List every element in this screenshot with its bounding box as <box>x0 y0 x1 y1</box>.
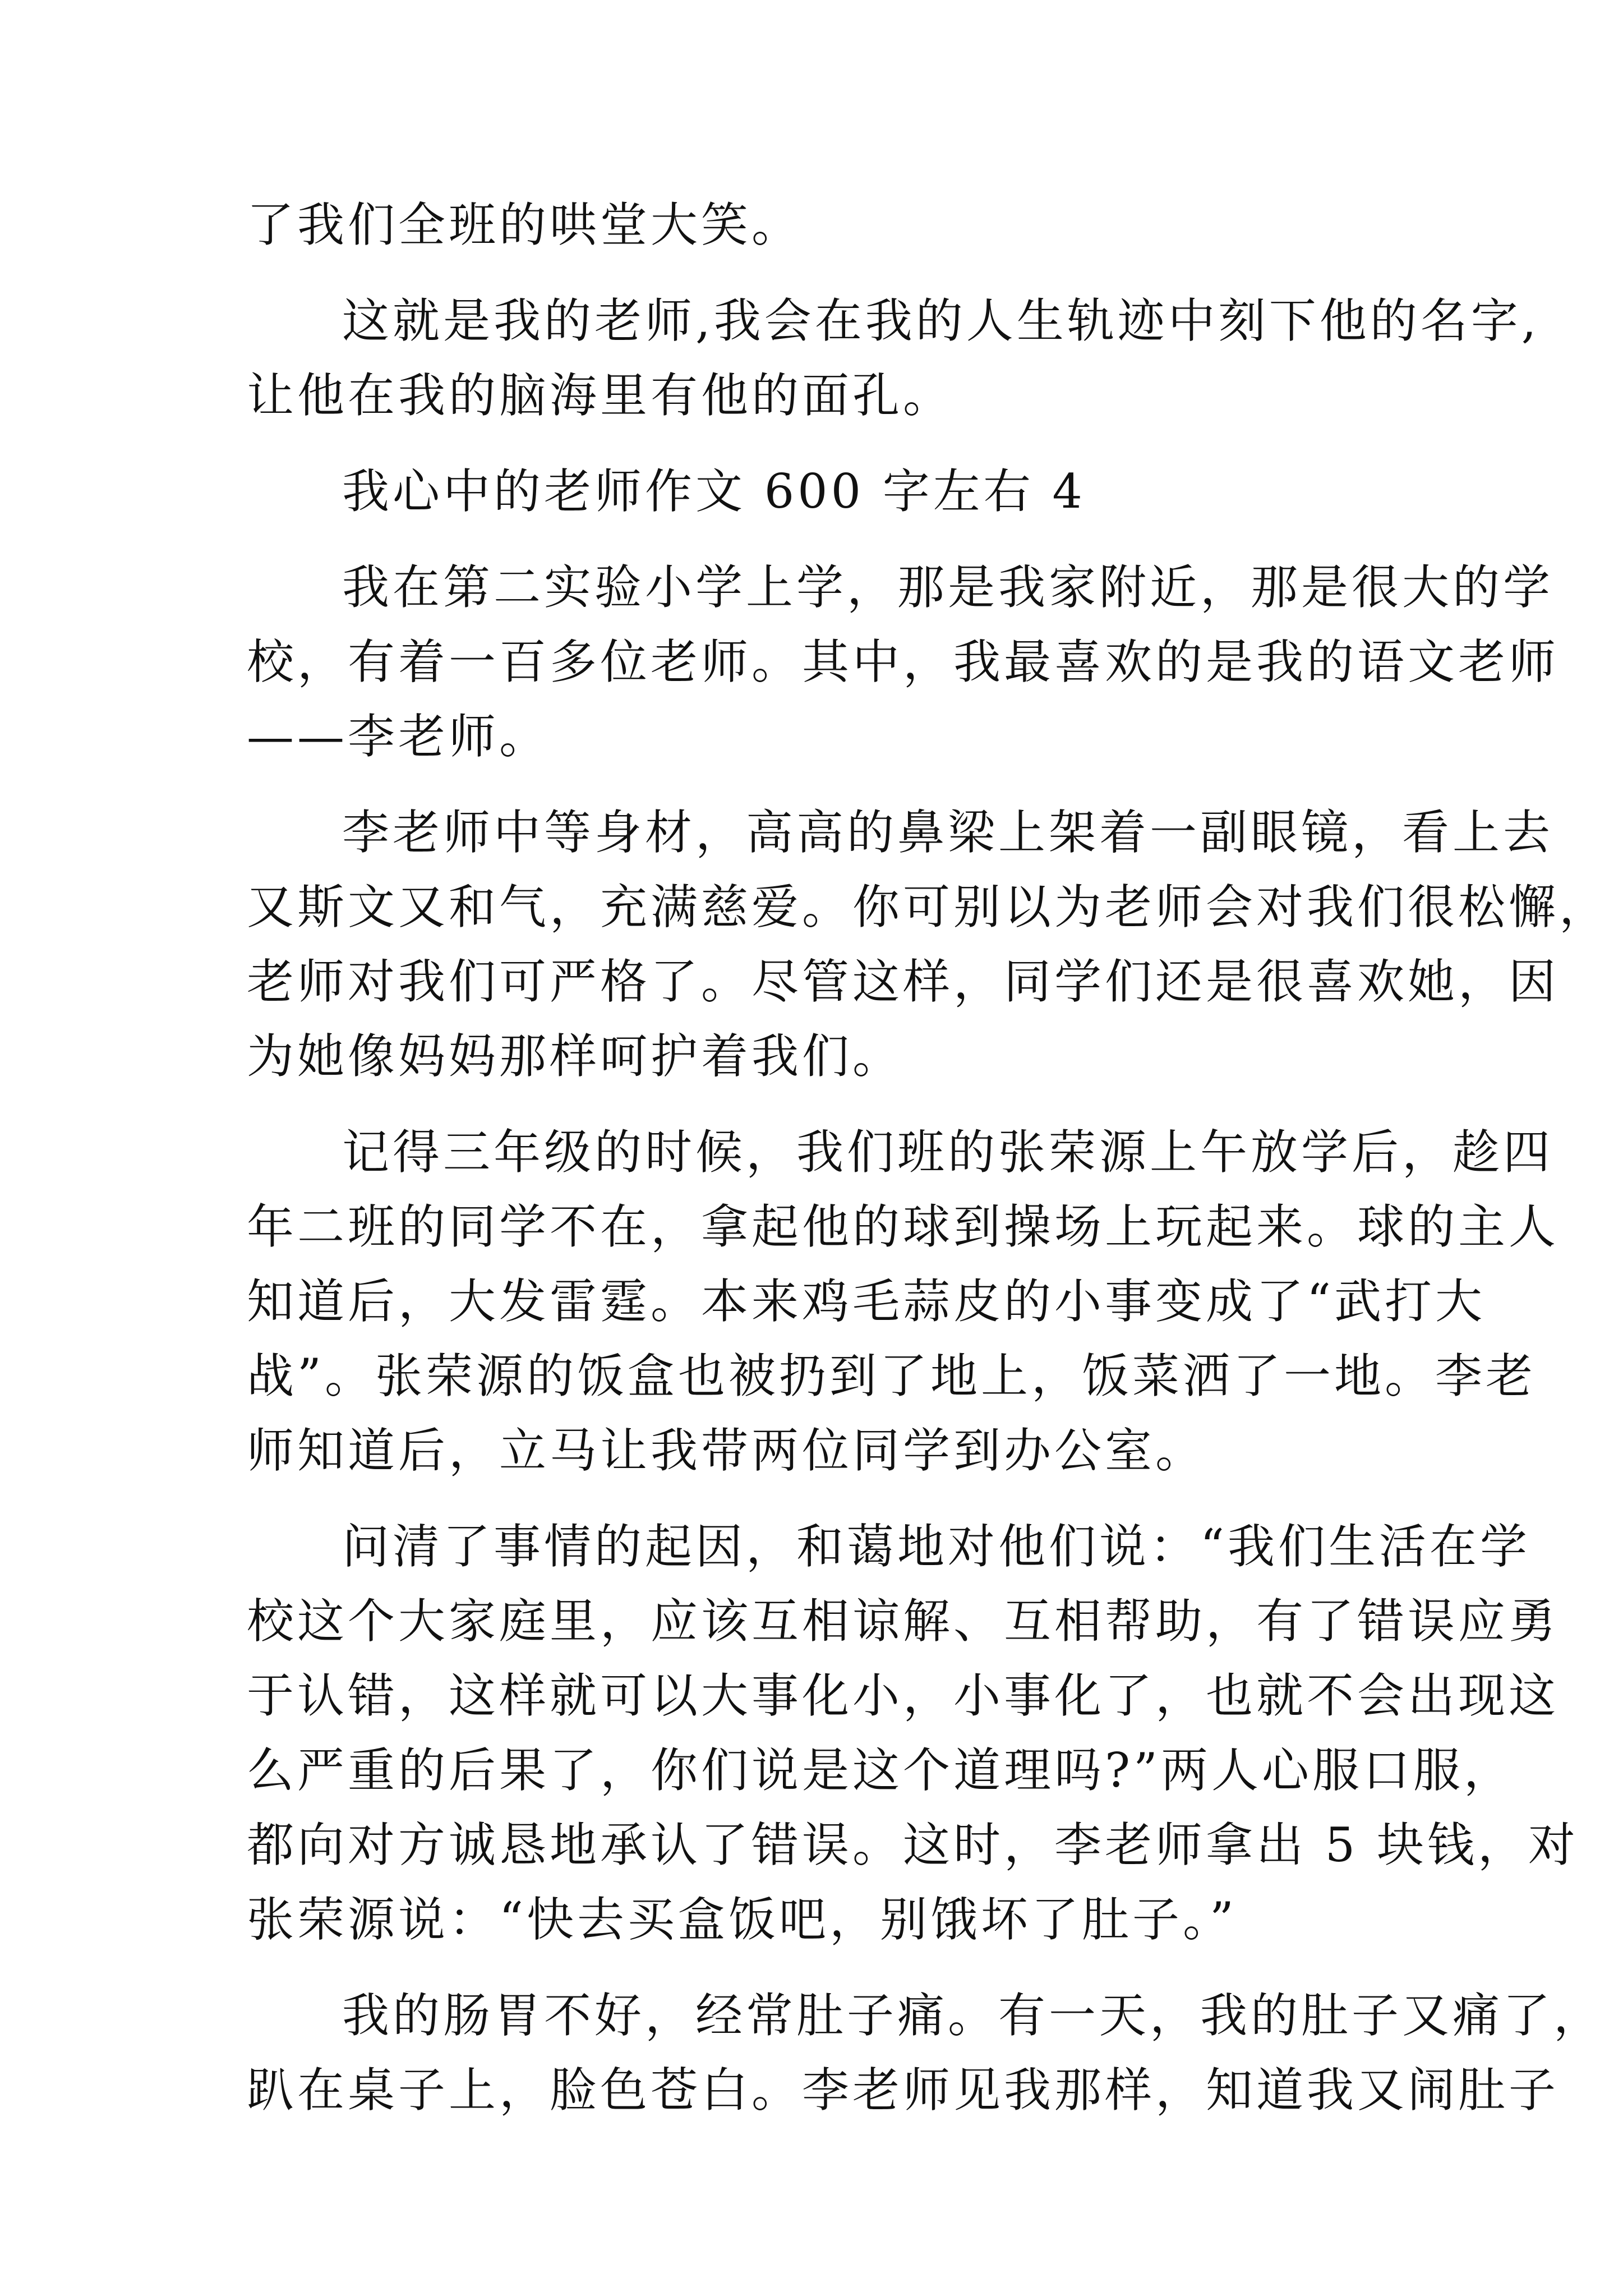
text-line: 李老师中等身材，高高的鼻梁上架着一副眼镜，看上去 <box>342 805 1554 860</box>
text-line: 又斯文又和气，充满慈爱。你可别以为老师会对我们很松懈， <box>247 880 1610 935</box>
text-line: 我心中的老师作文 600 字左右 4 <box>342 464 1086 519</box>
text-line: 于认错，这样就可以大事化小，小事化了，也就不会出现这 <box>247 1668 1560 1723</box>
text-line: 师知道后，立马让我带两位同学到办公室。 <box>247 1423 1206 1478</box>
text-line: 我在第二实验小学上学，那是我家附近，那是很大的学 <box>342 560 1554 615</box>
text-line: 校，有着一百多位老师。其中，我最喜欢的是我的语文老师 <box>247 634 1560 689</box>
text-line: ——李老师。 <box>247 709 550 764</box>
text-line: 知道后，大发雷霆。本来鸡毛蒜皮的小事变成了“武打大 <box>247 1274 1486 1329</box>
text-line: 张荣源说：“快去买盒饭吧，别饿坏了肚子。” <box>247 1892 1237 1947</box>
document-body <box>247 188 1610 2128</box>
text-line: 记得三年级的时候，我们班的张荣源上午放学后，趁四 <box>342 1125 1554 1180</box>
text-line: 趴在桌子上，脸色苍白。李老师见我那样，知道我又闹肚子 <box>247 2063 1560 2118</box>
text-line: 我的肠胃不好，经常肚子痛。有一天，我的肚子又痛了， <box>342 1988 1604 2043</box>
text-line: 战”。张荣源的饭盒也被扔到了地上，饭菜洒了一地。李老 <box>247 1349 1536 1404</box>
text-line: 么严重的后果了，你们说是这个道理吗?”两人心服口服， <box>247 1743 1514 1798</box>
text-line: 这就是我的老师,我会在我的人生轨迹中刻下他的名字, <box>342 293 1540 348</box>
text-line: 校这个大家庭里，应该互相谅解、互相帮助，有了错误应勇 <box>247 1594 1560 1649</box>
text-line: 让他在我的脑海里有他的面孔。 <box>247 368 954 423</box>
text-line: 问清了事情的起因，和蔼地对他们说：“我们生活在学 <box>342 1519 1530 1574</box>
text-line: 都向对方诚恳地承认了错误。这时，李老师拿出 5 块钱，对 <box>247 1818 1579 1872</box>
text-line: 了我们全班的哄堂大笑。 <box>247 197 803 252</box>
text-line: 为她像妈妈那样呵护着我们。 <box>247 1029 903 1084</box>
text-line: 老师对我们可严格了。尽管这样，同学们还是很喜欢她，因 <box>247 954 1560 1009</box>
text-line: 年二班的同学不在，拿起他的球到操场上玩起来。球的主人 <box>247 1199 1560 1254</box>
